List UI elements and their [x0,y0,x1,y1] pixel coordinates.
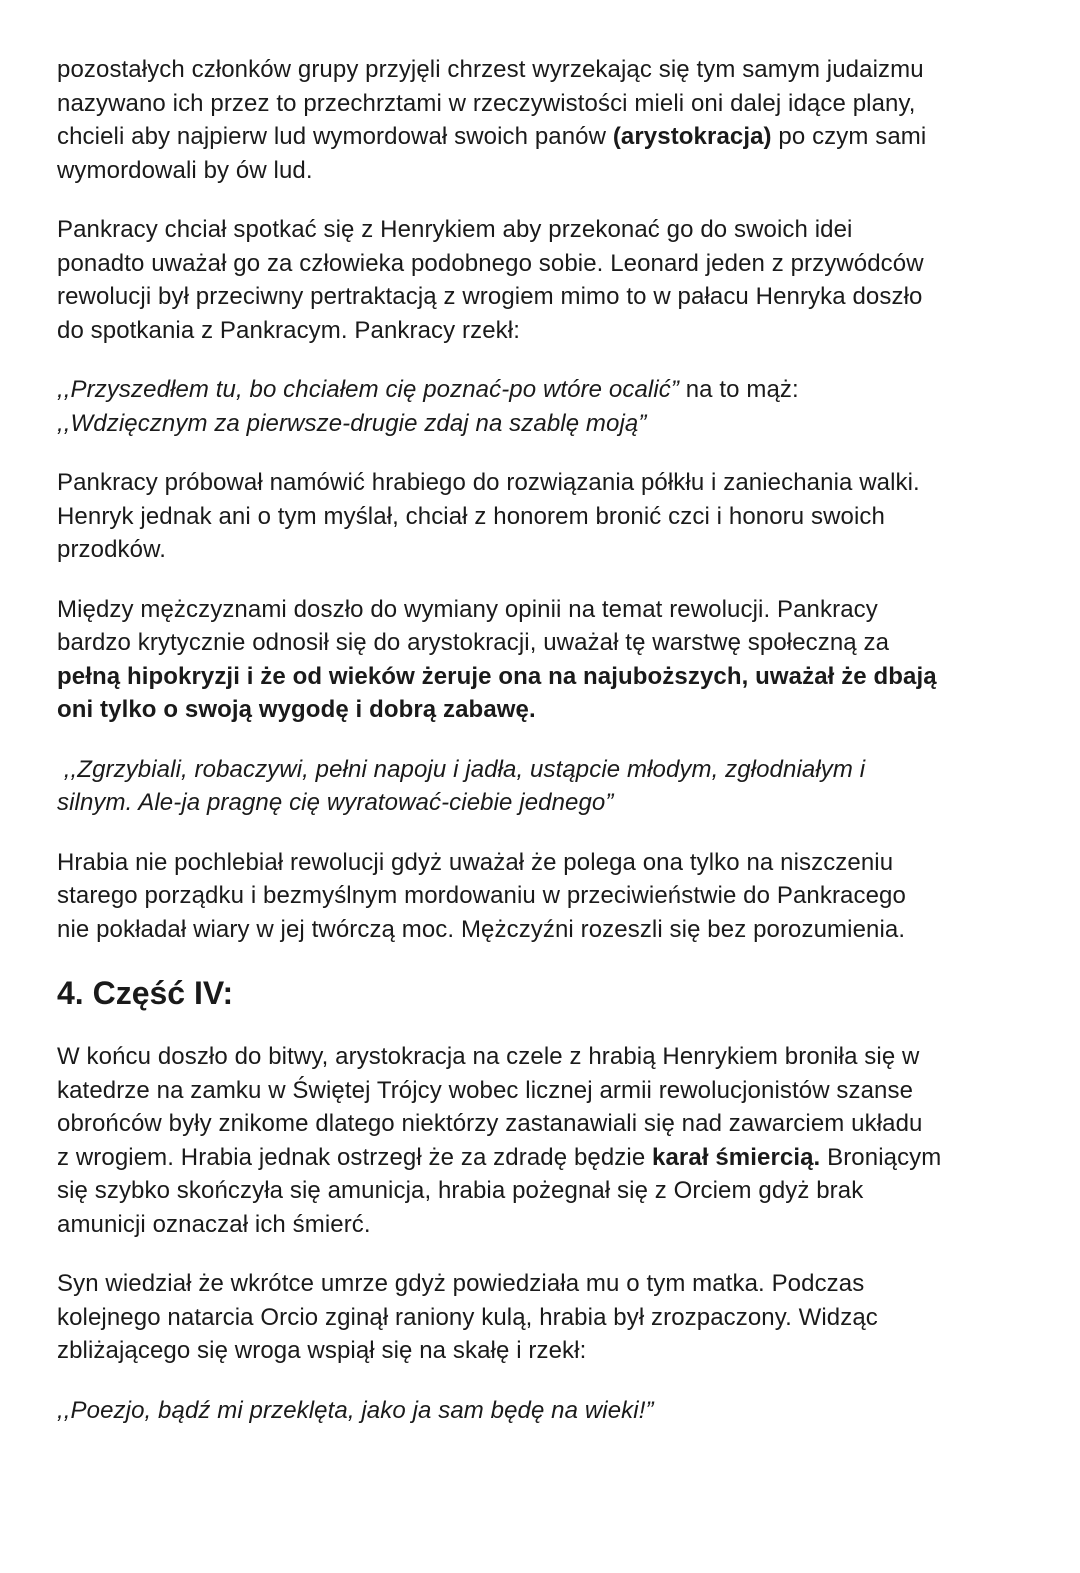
paragraph-przechrzty [57,53,1030,187]
text-run: Syn wiedział że wkrótce umrze gdyż powiedziała mu o tym matka. Podczas [57,1270,865,1297]
text-line [57,1208,1030,1242]
text-run: do spotkania z Pankracym. Pankracy rzekł: [57,316,520,344]
text-run-italic: ,,Poezjo, bądź mi przeklęta, jako ja sam będę na wieki!” [57,1396,654,1424]
text-run: chcieli aby najpierw lud wymordował swoich panów [57,123,613,150]
text-line [57,533,1030,567]
text-run: katedrze na zamku w Świętej Trójcy wobec licznej armii rewolucjonistów szanse [57,1076,914,1104]
quote-zgrzybiali [57,753,1030,820]
text-run-bold: karał śmiercią. [652,1143,821,1171]
paragraph-bitwa [57,1040,1030,1241]
text-line [57,626,1030,660]
text-line [57,913,1030,947]
text-line [57,972,1030,1014]
quote-przyszedlem [57,373,1030,440]
text-line [57,660,1030,694]
text-run: pozostałych członków grupy przyjęli chrzest wyrzekając się tym samym judaizmu [57,56,924,83]
text-line [57,373,1030,407]
text-run: Hrabia nie pochlebiał rewolucji gdyż uważał że polega ona tylko na niszczeniu [57,848,894,876]
text-run: się szybko skończyła się amunicja, hrabia pożegnał się z Orciem gdyż brak [57,1177,864,1204]
text-run: obrońców były znikome dlatego niektórzy zastanawiali się nad zawarciem układu [57,1110,923,1137]
text-run-bold: oni tylko o swoją wygodę i dobrą zabawę. [57,696,536,723]
text-line [57,1107,1030,1141]
text-run: na to mąż: [678,376,799,403]
text-line [57,879,1030,913]
text-run: zbliżającego się wroga wspiął się na skałę i rzekł: [57,1337,587,1364]
text-run: starego porządku i bezmyślnym mordowaniu w przeciwieństwie do Pankracego [57,882,906,909]
text-run: Pankracy próbował namówić hrabiego do rozwiązania półkłu i zaniechania walki. [57,469,920,496]
text-line [57,846,1030,880]
text-line [57,53,1030,87]
text-line [57,693,1030,727]
text-run-bold: pełną hipokryzji i że od wieków żeruje ona na najuboższych, uważał że dbają [57,662,937,690]
text-run: ponadto uważał go za człowieka podobnego sobie. Leonard jeden z przywódców [57,249,924,277]
text-run-bold: 4. Część IV: [57,975,234,1011]
text-run: amunicji oznaczał ich śmierć. [57,1210,371,1238]
document-body [57,53,1030,1427]
text-line [57,1301,1030,1335]
text-run: rewolucji był przeciwny pertraktacją z wrogiem mimo to w pałacu Henryka doszło [57,283,923,310]
text-line [57,280,1030,314]
paragraph-spotkanie [57,213,1030,347]
text-line [57,466,1030,500]
text-line [57,87,1030,121]
text-line [57,154,1030,188]
text-line [57,120,1030,154]
text-line [57,1334,1030,1368]
text-run: kolejnego natarcia Orcio zginął raniony kulą, hrabia był zrozpaczony. Widząc [57,1303,878,1331]
text-run: Między mężczyznami doszło do wymiany opinii na temat rewolucji. Pankracy [57,595,878,623]
text-run-italic: ,,Zgrzybiali, robaczywi, pełni napoju i jadła, ustąpcie młodym, zgłodniałym i [57,755,866,783]
paragraph-hrabia-rewolucja [57,846,1030,947]
text-run: W końcu doszło do bitwy, arystokracja na czele z hrabią Henrykiem broniła się w [57,1043,920,1070]
text-run-italic: ,,Przyszedłem tu, bo chciałem cię poznać-po wtóre ocalić” [57,376,679,403]
section-heading-czesc-iv [57,972,1030,1014]
text-run: bardzo krytycznie odnosił się do arystokracji, uważał tę warstwę społeczną za [57,629,890,656]
paragraph-namowa [57,466,1030,567]
paragraph-wymiana-opinii [57,593,1030,727]
text-line [57,407,1030,441]
text-line [57,753,1030,787]
text-run-bold: (arystokracja) [612,123,772,150]
text-line [57,1040,1030,1074]
text-line [57,1267,1030,1301]
text-line [57,500,1030,534]
text-run-italic: silnym. Ale-ja pragnę cię wyratować-ciebie jednego” [57,789,614,816]
quote-poezjo [57,1394,1030,1428]
text-run: po czym sami [771,123,927,150]
text-line [57,247,1030,281]
text-line [57,314,1030,348]
text-run: Broniącym [820,1143,942,1171]
text-line [57,213,1030,247]
text-run-italic: ,,Wdzięcznym za pierwsze-drugie zdaj na szablę moją” [57,409,647,437]
text-run: nazywano ich przez to przechrztami w rzeczywistości mieli oni dalej idące plany, [57,89,916,117]
text-line [57,786,1030,820]
text-run: nie pokładał wiary w jej twórczą moc. Mężczyźni rozeszli się bez porozumienia. [57,915,906,943]
text-run: Pankracy chciał spotkać się z Henrykiem aby przekonać go do swoich idei [57,216,853,243]
text-line [57,593,1030,627]
text-run: wymordowali by ów lud. [57,156,313,184]
text-line [57,1174,1030,1208]
text-line [57,1074,1030,1108]
text-run: Henryk jednak ani o tym myślał, chciał z honorem bronić czci i honoru swoich [57,502,885,530]
text-line [57,1141,1030,1175]
text-run: przodków. [57,536,166,563]
text-line [57,1394,1030,1428]
text-run: z wrogiem. Hrabia jednak ostrzegł że za zdradę będzie [57,1143,653,1171]
paragraph-smierc-orcia [57,1267,1030,1368]
